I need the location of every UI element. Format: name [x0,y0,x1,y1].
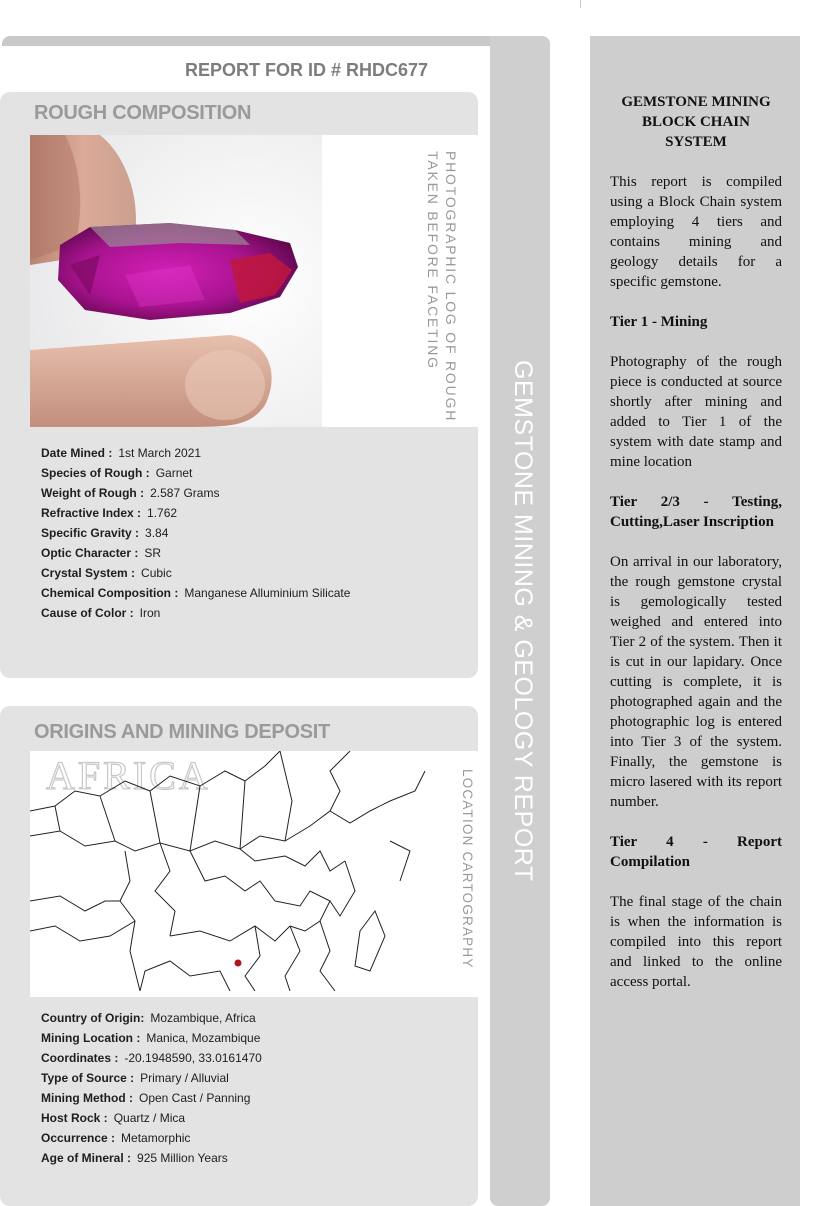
tier1-heading: Tier 1 - Mining [610,314,708,330]
rough-composition-title: ROUGH COMPOSITION [34,102,252,124]
prop-species: Species of Rough : Garnet [41,466,193,480]
rough-properties-list [41,443,350,623]
sidebar-intro: This report is compiled using a Block Chain system employing 4 tiers and contains mining and geology details for a specific gemstone. [610,174,782,290]
prop-country-of-origin: Country of Origin: Mozambique, Africa [41,1011,256,1025]
prop-cause-of-color: Cause of Color : Iron [41,606,161,620]
prop-optic-character: Optic Character : SR [41,546,162,560]
prop-mining-location: Mining Location : Manica, Mozambique [41,1031,261,1045]
photo-caption-line-2: TAKEN BEFORE FACETING [425,151,441,370]
prop-mining-method: Mining Method : Open Cast / Panning [41,1091,251,1105]
tier4-heading: Tier 4 - Report Compilation [610,834,782,870]
rough-photo-area [30,135,478,427]
prop-occurrence: Occurrence : Metamorphic [41,1131,191,1145]
africa-map [30,751,430,991]
prop-crystal-system: Crystal System : Cubic [41,566,172,580]
prop-chemical-composition: Chemical Composition : Manganese Alluminium Silicate [41,586,351,600]
vertical-report-title: GEMSTONE MINING & GEOLOGY REPORT [509,360,537,882]
mine-location-marker [235,960,242,967]
tier23-heading: Tier 2/3 - Testing, Cutting,Laser Inscription [610,494,782,530]
prop-weight: Weight of Rough : 2.587 Grams [41,486,220,500]
rough-garnet-photo [30,135,322,427]
tier4-text: The final stage of the chain is when the information is compiled into this report and linked to the online access portal. [610,894,782,990]
map-africa-label: AFRICA [46,753,211,798]
tier1-text: Photography of the rough piece is conducted at source shortly after mining and added to Tier 1 of the system with date stamp and mine location [610,354,782,470]
prop-refractive-index: Refractive Index : 1.762 [41,506,178,520]
prop-age-of-mineral: Age of Mineral : 925 Million Years [41,1151,228,1165]
sidebar-title: GEMSTONE MINING BLOCK CHAIN SYSTEM [621,94,771,150]
map-caption: LOCATION CARTOGRAPHY [460,769,475,969]
prop-coordinates: Coordinates : -20.1948590, 33.0161470 [41,1051,262,1065]
prop-date-mined: Date Mined : 1st March 2021 [41,446,202,460]
prop-specific-gravity: Specific Gravity : 3.84 [41,526,169,540]
report-id-heading: REPORT FOR ID # RHDC677 [185,60,429,80]
prop-host-rock: Host Rock : Quartz / Mica [41,1111,186,1125]
header-bar [2,36,550,46]
tier23-text: On arrival in our laboratory, the rough gemstone crystal is gemologically tested weighed and entered into Tier 2 of the system. Then it is cut in our lapidary. Once cutting is complete, it is photographed again and the photographic log is entered into Tier 3 of the system. Finally, the gemstone is micro lasered with its report number. [610,554,782,810]
origins-properties-list [41,1008,262,1168]
prop-type-of-source: Type of Source : Primary / Alluvial [41,1071,229,1085]
top-tick-mark [580,0,581,8]
sidebar-content [610,92,782,1012]
photo-caption-line-1: PHOTOGRAPHIC LOG OF ROUGH [443,151,459,423]
blockchain-sidebar [590,36,800,1206]
map-area [30,751,478,997]
origins-title: ORIGINS AND MINING DEPOSIT [34,721,330,743]
